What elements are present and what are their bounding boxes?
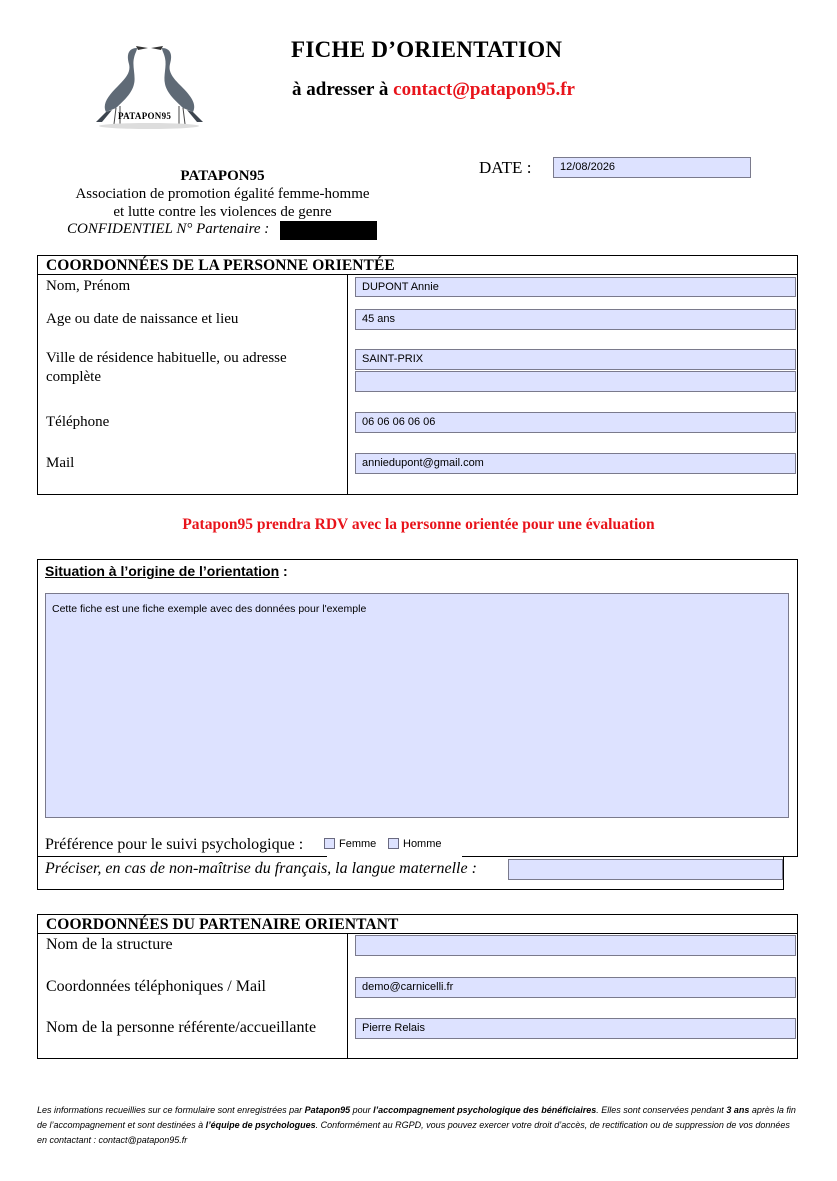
page-title: FICHE D’ORIENTATION: [291, 37, 563, 62]
org-block: [50, 167, 395, 221]
org-name: PATAPON95: [180, 168, 265, 184]
partner-number-redacted: [280, 221, 377, 240]
age-field[interactable]: 45 ans: [355, 309, 796, 330]
person-section-header: COORDONNÉES DE LA PERSONNE ORIENTÉE: [46, 257, 395, 274]
partner-section-header: COORDONNÉES DU PARTENAIRE ORIENTANT: [46, 916, 399, 933]
preference-label: Préférence pour le suivi psychologique :: [45, 836, 304, 853]
age-label: Age ou date de naissance et lieu: [46, 311, 239, 327]
footer-text-2: pour: [350, 1105, 374, 1115]
situation-title: [45, 563, 288, 579]
language-label: Préciser, en cas de non-maîtrise du français, la langue maternelle :: [45, 860, 477, 877]
structure-label: Nom de la structure: [46, 936, 173, 953]
date-label: DATE :: [479, 158, 532, 177]
mail-label: Mail: [46, 455, 75, 471]
date-field[interactable]: 12/08/2026: [553, 157, 751, 178]
contact-field[interactable]: demo@carnicelli.fr: [355, 977, 796, 998]
footer-bold-2: l’accompagnement psychologique des bénéficiaires: [373, 1105, 597, 1115]
situation-title-suffix: :: [279, 563, 288, 579]
gdpr-footer: [37, 1103, 797, 1148]
footer-text-3: . Elles sont conservées pendant: [596, 1105, 727, 1115]
name-label: Nom, Prénom: [46, 278, 131, 294]
homme-checkbox[interactable]: [388, 838, 399, 849]
footer-text-5: . Conformément au RGPD, vous pouvez exercer votre droit d’accès, de rectification ou de suppression de vos données en contactant : contact@patapon95.fr: [37, 1120, 790, 1145]
footer-text-4: après la fin de l’accompagnement et sont destinées à: [37, 1105, 796, 1130]
structure-field[interactable]: [355, 935, 796, 956]
situation-title-text: Situation à l’origine de l’orientation: [45, 563, 280, 579]
femme-label: Femme: [339, 838, 377, 850]
subtitle-email-link[interactable]: contact@patapon95.fr: [393, 79, 575, 100]
page-subtitle: [292, 79, 575, 101]
partner-column-divider: [347, 933, 348, 1059]
address-label-line1: Ville de résidence habituelle, ou adresse: [46, 350, 287, 366]
contact-label: Coordonnées téléphoniques / Mail: [46, 978, 266, 995]
referent-label: Nom de la personne référente/accueillante: [46, 1019, 317, 1036]
homme-label: Homme: [403, 838, 442, 850]
person-column-divider: [347, 274, 348, 495]
subtitle-prefix: à adresser à: [292, 79, 394, 100]
address-field-line1[interactable]: SAINT-PRIX: [355, 349, 796, 370]
phone-field[interactable]: 06 06 06 06 06: [355, 412, 796, 433]
name-field[interactable]: DUPONT Annie: [355, 277, 796, 297]
situation-right-border: [797, 559, 798, 857]
referent-field[interactable]: Pierre Relais: [355, 1018, 796, 1039]
footer-bold-3: 3 ans: [726, 1105, 750, 1115]
org-line2: et lutte contre les violences de genre: [113, 204, 332, 220]
mail-field[interactable]: anniedupont@gmail.com: [355, 453, 796, 474]
address-field-line2[interactable]: [355, 371, 796, 392]
situation-textarea[interactable]: Cette fiche est une fiche exemple avec des données pour l'exemple: [45, 593, 789, 818]
language-field[interactable]: [508, 859, 783, 880]
situation-left-border: [37, 559, 38, 857]
logo: [82, 38, 217, 130]
phone-label: Téléphone: [46, 414, 110, 430]
evaluation-notice: Patapon95 prendra RDV avec la personne orientée pour une évaluation: [182, 516, 655, 533]
org-line1: Association de promotion égalité femme-homme: [75, 186, 370, 202]
logo-text: PATAPON95: [118, 111, 172, 121]
femme-checkbox[interactable]: [324, 838, 335, 849]
footer-bold-4: l’équipe de psychologues: [205, 1120, 316, 1130]
situation-section-top-border: [37, 559, 798, 560]
address-label-line2: complète: [46, 369, 101, 385]
footer-text-1: Les informations recueillies sur ce formulaire sont enregistrées par: [37, 1105, 305, 1115]
footer-bold-1: Patapon95: [304, 1105, 351, 1115]
confidential-label: CONFIDENTIEL N° Partenaire :: [67, 221, 270, 237]
